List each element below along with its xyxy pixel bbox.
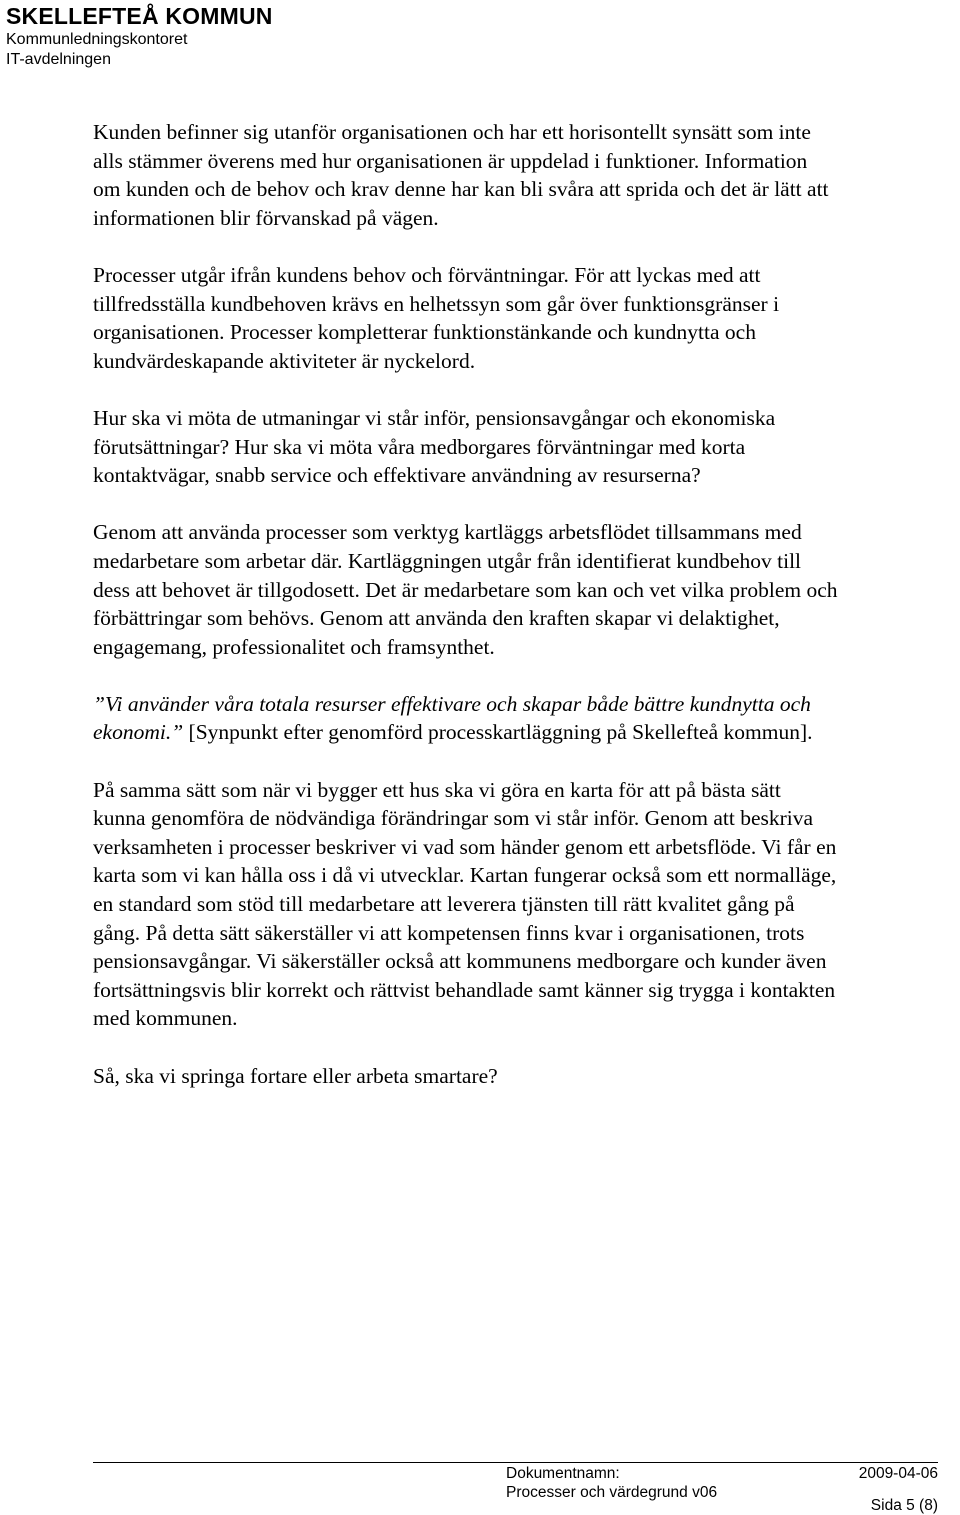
text-line: kontaktvägar, snabb service och effektivare användning av resurserna? [93, 463, 701, 488]
paragraph-closing-question [93, 1062, 943, 1091]
document-date: 2009-04-06 [858, 1465, 938, 1482]
unit-name: IT-avdelningen [6, 51, 111, 68]
text-line: kunna genomföra de nödvändiga förändringar som vi står inför. Genom att beskriva [93, 806, 814, 831]
paragraph-challenges [93, 404, 943, 490]
text-line: Kunden befinner sig utanför organisationen och har ett horisontellt synsätt som inte [93, 120, 811, 144]
text-line: medarbetare som arbetar där. Kartläggningen utgår från identifierat kundbehov till [93, 548, 802, 573]
text-line: informationen blir förvanskad på vägen. [93, 205, 439, 230]
document-name-label: Dokumentnamn: [506, 1465, 620, 1482]
text-line: pensionsavgångar. Vi säkerställer också att kommunens medborgare och kunder även [93, 949, 827, 974]
text-line: tillfredsställa kundbehoven krävs en helhetssyn som går över funktionsgränser i [93, 291, 780, 316]
text-line: karta som vi kan hålla oss i då vi utvecklar. Kartan fungerar också som ett normalläge, [93, 863, 837, 888]
text-line: Genom att använda processer som verktyg kartläggs arbetsflödet tillsammans med [93, 520, 802, 545]
paragraph-mapping [93, 518, 943, 661]
text-line: Hur ska vi möta de utmaningar vi står inför, pensionsavgångar och ekonomiska [93, 405, 776, 430]
paragraph-processes [93, 261, 943, 375]
text-line: På samma sätt som när vi bygger ett hus ska vi göra en karta för att på bästa sätt [93, 777, 781, 802]
text-line: kundvärdeskapande aktiviteter är nyckelord. [93, 348, 476, 373]
quote-text-end: ekonomi.” [93, 720, 184, 745]
text-line: förbättringar som behövs. Genom att använda den kraften skapar vi delaktighet, [93, 606, 780, 631]
department-name: Kommunledningskontoret [6, 31, 188, 48]
document-header [6, 2, 273, 70]
document-body [93, 118, 943, 1090]
organization-name: SKELLEFTEÅ KOMMUN [6, 3, 273, 29]
text-line: Så, ska vi springa fortare eller arbeta smartare? [93, 1063, 498, 1088]
text-line: med kommunen. [93, 1006, 238, 1031]
text-line: alls stämmer överens med hur organisationen är uppdelad i funktioner. Information [93, 148, 808, 173]
text-line: engagemang, professionalitet och framsynthet. [93, 634, 495, 659]
paragraph-quote [93, 690, 943, 747]
page-number: Sida 5 (8) [870, 1497, 938, 1514]
paragraph-map-analogy [93, 776, 943, 1033]
text-line: gång. På detta sätt säkerställer vi att kompetensen finns kvar i organisationen, trots [93, 920, 805, 945]
footer-divider [93, 1462, 938, 1463]
paragraph-customer [93, 118, 943, 232]
text-line: verksamheten i processer beskriver vi vad som händer genom ett arbetsflöde. Vi får en [93, 834, 837, 859]
text-line: fortsättningsvis blir korrekt och rättvist behandlade samt känner sig trygga i kontakten [93, 977, 836, 1002]
text-line: en standard som stöd till medarbetare att leverera tjänsten till rätt kvalitet gång på [93, 892, 795, 917]
text-line: organisationen. Processer kompletterar funktionstänkande och kundnytta och [93, 320, 756, 345]
text-line: om kunden och de behov och krav denne har kan bli svåra att sprida och det är lätt att [93, 177, 829, 202]
text-line: Processer utgår ifrån kundens behov och förväntningar. För att lyckas med att [93, 262, 761, 287]
document-name: Processer och värdegrund v06 [506, 1484, 718, 1501]
quote-source: [Synpunkt efter genomförd processkartläggning på Skellefteå kommun]. [183, 720, 813, 745]
text-line: förutsättningar? Hur ska vi möta våra medborgares förväntningar med korta [93, 434, 746, 459]
quote-text: ”Vi använder våra totala resurser effektivare och skapar både bättre kundnytta och [93, 691, 811, 716]
text-line: dess att behovet är tillgodosett. Det är medarbetare som kan och vet vilka problem och [93, 577, 838, 602]
